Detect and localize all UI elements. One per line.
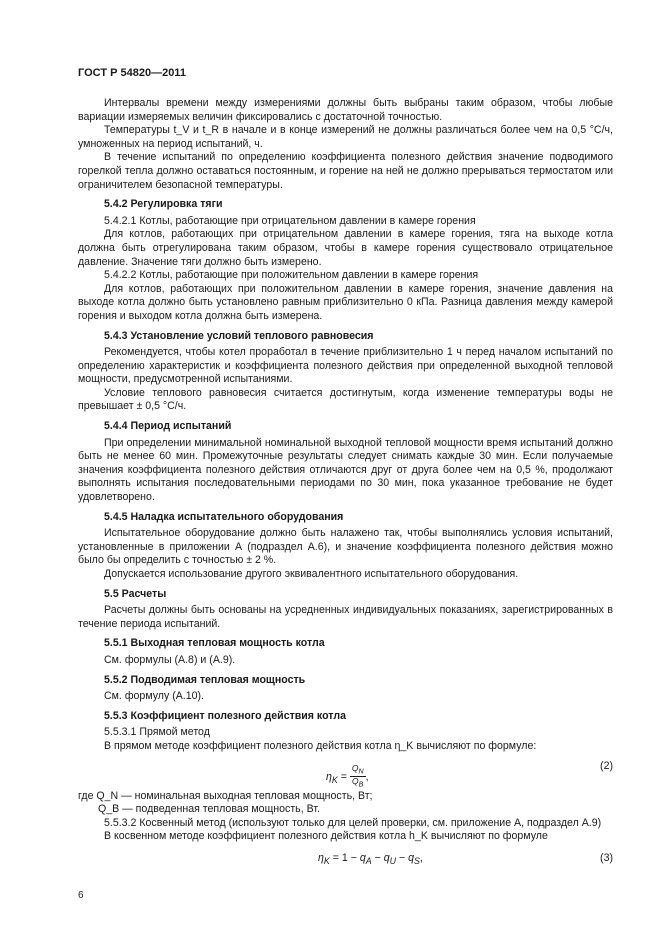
formula-2-legend [78, 790, 613, 817]
section-heading: 5.5.2 Подводимая тепловая мощность [104, 673, 306, 686]
section-heading: 5.4.5 Наладка испытательного оборудования [104, 510, 344, 523]
paragraph: Интервалы времени между измерениями должны быть выбраны таким образом, чтобы любые вариации измеряемых величин фиксировались с достаточной точностью. [78, 97, 613, 123]
document-header: ГОСТ Р 54820—2011 [78, 67, 186, 79]
legend-line: Q_B — подведенная тепловая мощность, Вт. [98, 803, 320, 816]
subsection-title: 5.5.3.1 Прямой метод [104, 726, 210, 739]
paragraph: Условие теплового равновесия считается достигнутым, когда изменение температуры воды не превышает ± 0,5 °С/ч. [78, 386, 613, 413]
section-heading: 5.4.3 Установление условий теплового равновесия [104, 329, 374, 342]
paragraph: 5.5.3.2 Косвенный метод (используют только для целей проверки, см. приложение А, подраздел А.9) [104, 816, 602, 829]
section-heading: 5.5 Расчеты [104, 587, 167, 600]
formula-3-expression: $\eta_K = 1 - q_A - q_U - q_S$, [318, 851, 423, 867]
paragraph: При определении минимальной номинальной выходной тепловой мощности время испытаний должно быть не менее 60 мин. Промежуточные результаты следует снимать каждые 30 мин. Если получаемые значения коэффициента полезного действия отличаются друг от друга более чем на 0,5 %, продолжают выполнять испытания последовательными периодами по 30 мин, пока указанное требование не будет удовлетворено. [78, 436, 613, 504]
formula-2-expression: $\eta_K$ = $\frac{Q_N}{Q_B}$ , [326, 762, 369, 789]
paragraph: Рекомендуется, чтобы котел проработал в течение приблизительно 1 ч перед началом испытаний по определению характеристик и коэффициента полезного действия при определенной выходной тепловой мощности, предусмотренной испытаниями. [78, 346, 613, 386]
paragraph: См. формулы (А.8) и (А.9). [104, 653, 236, 666]
equation-number: (3) [600, 851, 613, 864]
section-heading: 5.5.1 Выходная тепловая мощность котла [104, 637, 325, 650]
section-heading: 5.5.3 Коэффициент полезного действия котла [104, 709, 346, 722]
legend-line: где Q_N — номинальная выходная тепловая мощность, Вт; [78, 789, 373, 802]
page-number: 6 [78, 890, 84, 901]
formula-2 [78, 758, 613, 789]
paragraph: Испытательное оборудование должно быть налажено так, чтобы выполнялись условия испытаний, установленные в приложении А (подраздел А.6), и значение коэффициента полезного действия можно было бы определить с точностью ± 2 %. [78, 527, 613, 567]
paragraph: Для котлов, работающих при положительном давлении в камере горения, значение давления на выходе котла должно быть установлено равным приблизительно 0 кПа. Разница давления между камерой горения и выходом котла должна быть измерена. [78, 282, 613, 322]
formula-3 [78, 850, 613, 868]
formula-2-fraction: $\frac{Q_N}{Q_B}$ [351, 762, 364, 789]
paragraph: В течение испытаний по определению коэффициента полезного действия значение подводимого горелкой тепла должно оставаться постоянным, и горение на ней не должно прерываться термостатом или ограничителем безопасной температуры. [78, 151, 613, 191]
subsection-title: 5.4.2.2 Котлы, работающие при положительном давлении в камере горения [104, 269, 479, 282]
section-heading: 5.4.4 Период испытаний [104, 420, 232, 433]
section-heading: 5.4.2 Регулировка тяги [104, 198, 223, 211]
equation-number: (2) [600, 759, 613, 772]
document-body [78, 97, 613, 868]
paragraph: В косвенном методе коэффициент полезного действия котла h_K вычисляют по формуле [104, 830, 548, 843]
paragraph: Для котлов, работающих при отрицательном давлении в камере горения, тяга на выходе котла должна быть отрегулирована таким образом, чтобы в камере горения существовало отрицательное давление. Значение тяги должно быть измерено. [78, 228, 613, 268]
paragraph: Расчеты должны быть основаны на усредненных индивидуальных показаниях, зарегистрированных в течение периода испытаний. [78, 604, 613, 630]
paragraph: См. формулу (А.10). [104, 690, 204, 703]
paragraph: Допускается использование другого эквивалентного испытательного оборудования. [104, 568, 519, 580]
paragraph: Температуры t_V и t_R в начале и в конце измерений не должны различаться более чем на 0,5 °С/ч, умноженных на период испытаний, ч. [78, 124, 613, 150]
paragraph: В прямом методе коэффициент полезного действия котла η_K вычисляют по формуле: [104, 739, 537, 752]
subsection-title: 5.4.2.1 Котлы, работающие при отрицательном давлении в камере горения [104, 214, 476, 227]
